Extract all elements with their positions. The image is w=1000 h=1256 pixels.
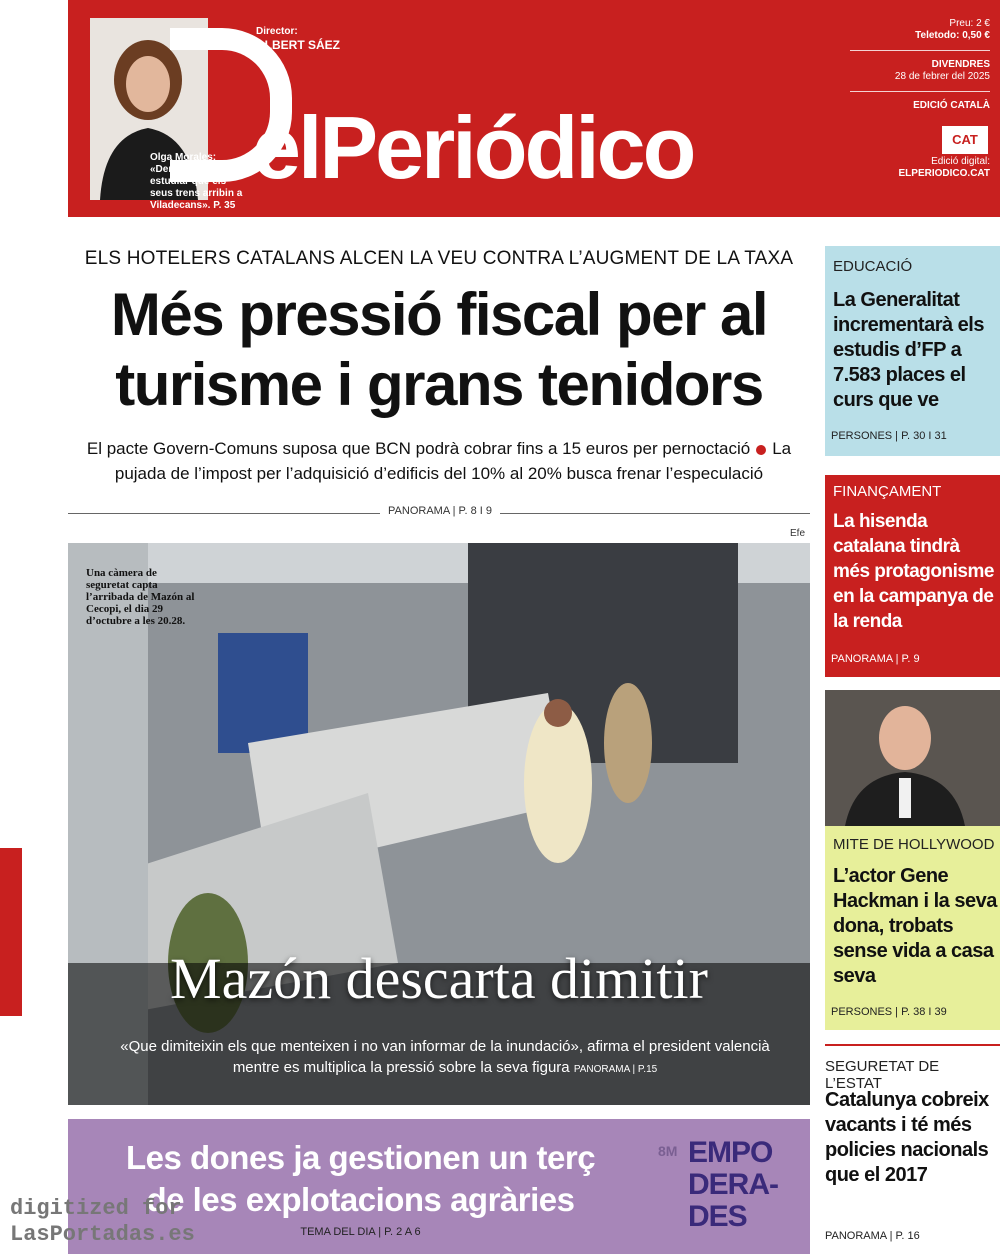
standfirst-a: El pacte Govern-Comuns suposa que BCN podrà cobrar fins a 15 euros per pernoctació (86, 439, 751, 458)
sidebar-title: La hisenda catalana tindrà més protagonisme en la campanya de la renda (833, 511, 994, 632)
sidebar-title: L’actor Gene Hackman i la seva dona, trobats sense vida a casa seva (833, 865, 997, 987)
bullet-dot-icon (756, 445, 766, 455)
photo-deck (120, 1036, 770, 1080)
empoderades-logo (688, 1137, 778, 1233)
sidebar-title: Catalunya cobreix vacants i té més policies nacionals que el 2017 (825, 1089, 989, 1186)
sidebar-kicker: MITE DE HOLLYWOOD (833, 836, 995, 853)
lead-headline-line2: turisme i grans tenidors (115, 351, 763, 418)
sidebar-ref: PERSONES | P. 30 I 31 (831, 430, 947, 442)
sidebar-story-financing[interactable] (825, 475, 1000, 677)
sidebar-story-hollywood[interactable] (825, 826, 1000, 1030)
digital-url[interactable]: ELPERIODICO.CAT (898, 168, 990, 179)
brand-line2: DERA- (688, 1168, 778, 1201)
hackman-photo[interactable] (825, 690, 1000, 826)
teletodo-price: Teletodo: 0,50 € (915, 30, 990, 41)
lead-page-ref (0, 505, 880, 517)
divider (850, 50, 990, 51)
director-name: ALBERT SÁEZ (256, 38, 340, 52)
edition-code-badge[interactable]: CAT (942, 126, 988, 154)
watermark (10, 1196, 195, 1248)
sidebar-ref: PANORAMA | P. 16 (825, 1230, 920, 1242)
sidebar-title: La Generalitat incrementarà els estudis d’FP a 7.583 places el curs que ve (833, 289, 984, 411)
sidebar-ref: PANORAMA | P. 9 (831, 653, 920, 665)
divider (850, 91, 990, 92)
edition-info (850, 18, 990, 180)
standfirst-b: La pujada de l’impost per l’adquisició d’edificis del 10% al 20% busca frenar l’especulació (114, 439, 792, 483)
sidebar-kicker: FINANÇAMENT (833, 483, 942, 500)
sidebar-ref: PERSONES | P. 38 I 39 (831, 1006, 947, 1018)
lead-headline[interactable] (68, 280, 810, 420)
columnist-caption[interactable]: Olga Morales: «Demanarem a FGC estudiar que els seus trens arribin a Viladecans». P. 35 (150, 152, 246, 211)
weekday: DIVENDRES (931, 59, 990, 70)
director-label: Director: (256, 26, 298, 37)
banner-page-ref: TEMA DEL DIA | P. 2 A 6 (300, 1226, 421, 1238)
sidebar-story-education[interactable] (825, 246, 1000, 456)
lead-standfirst (68, 436, 810, 486)
watermark-line2: LasPortadas.es (10, 1222, 195, 1247)
left-red-strip (0, 848, 22, 1016)
masthead (68, 0, 1000, 217)
photo-deck-text: «Que dimiteixin els que menteixen i no van informar de la inundació», afirma el president valencià mentre es multiplica la pressió sobre la seva figura (120, 1038, 770, 1076)
issue-date: 28 de febrer del 2025 (894, 71, 990, 82)
lead-page-ref-text: PANORAMA | P. 8 I 9 (380, 505, 500, 517)
lead-headline-line1: Més pressió fiscal per al (110, 281, 768, 348)
sidebar-kicker: SEGURETAT DE L’ESTAT (825, 1058, 940, 1092)
brand-line3: DES (688, 1200, 747, 1233)
banner-headline-line2: de les explotacions agràries (146, 1181, 575, 1218)
watermark-line1: digitized for (10, 1196, 182, 1221)
digital-label: Edició digital: (931, 156, 990, 167)
sidebar-story-security[interactable] (825, 1044, 1000, 1256)
banner-tag: 8M (658, 1143, 678, 1159)
photo-headline[interactable]: Mazón descarta dimitir (170, 946, 708, 1011)
sidebar-kicker: EDUCACIÓ (833, 258, 913, 275)
edition-label: EDICIÓ CATALÀ (913, 100, 990, 111)
photo-page-ref: PANORAMA | P.15 (573, 1064, 658, 1075)
photo-caption: Una càmera de seguretat capta l’arribada de Mazón al Cecopi, el dia 29 d’octubre a les 20.28. (86, 567, 195, 627)
price: Preu: 2 € (949, 18, 990, 29)
brand-line1: EMPO (688, 1136, 773, 1169)
photo-credit: Efe (790, 528, 806, 539)
main-photo[interactable] (68, 543, 810, 1105)
lead-kicker: ELS HOTELERS CATALANS ALCEN LA VEU CONTRA L’AUGMENT DE LA TAXA (84, 248, 794, 269)
newspaper-logo[interactable]: elPeriódico (252, 98, 694, 197)
banner-headline-line1: Les dones ja gestionen un terç (125, 1139, 596, 1176)
